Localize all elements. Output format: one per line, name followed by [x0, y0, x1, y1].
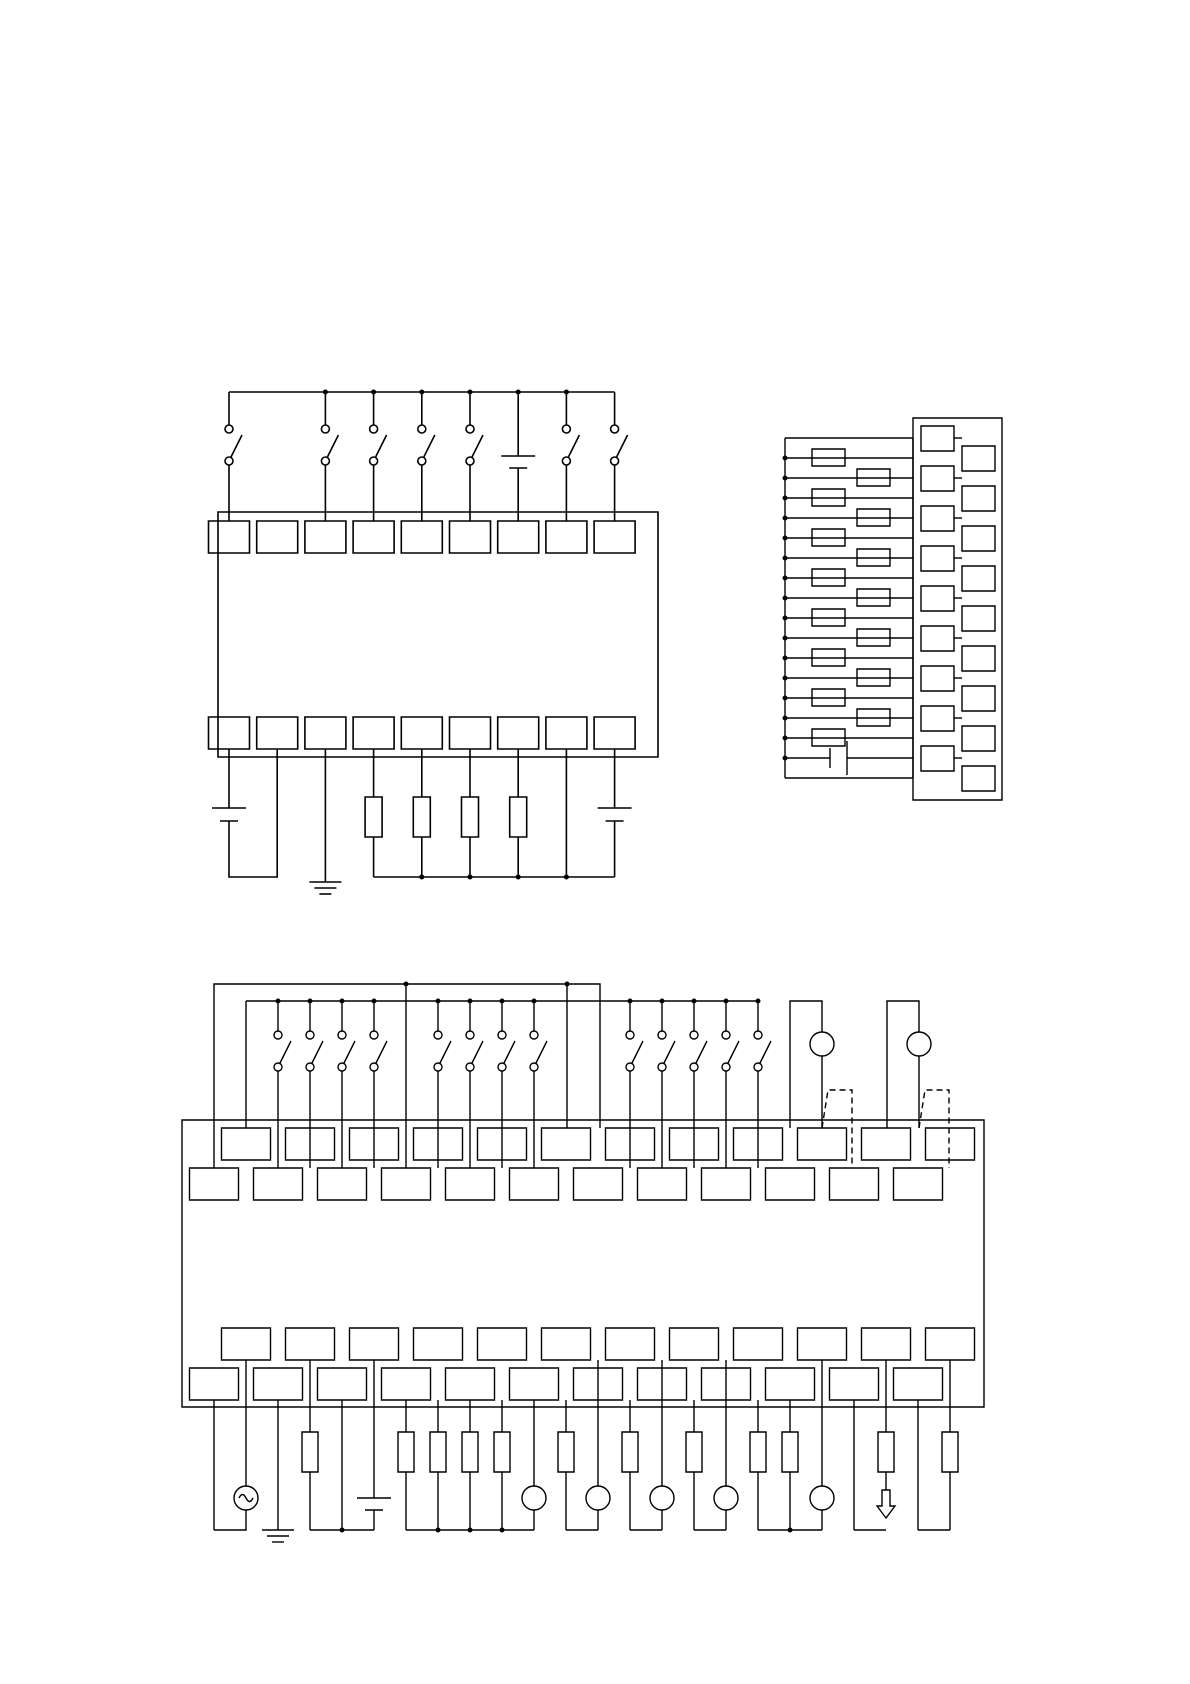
junction-dot	[783, 556, 788, 561]
junction-dot	[436, 1528, 441, 1533]
junction-dot	[783, 536, 788, 541]
lamp-icon	[586, 1486, 610, 1510]
current-arrow-icon	[877, 1490, 895, 1518]
terminal-left	[921, 506, 954, 531]
switch-blade	[728, 1041, 739, 1063]
terminal-top-lower	[766, 1168, 815, 1200]
terminal-top-upper	[542, 1128, 591, 1160]
resistor-icon	[558, 1432, 574, 1472]
terminal-bottom-upper	[862, 1328, 911, 1360]
terminal-bottom-upper	[798, 1328, 847, 1360]
contact-top	[321, 425, 329, 433]
wire	[887, 1001, 919, 1128]
terminal-bottom-lower	[830, 1368, 879, 1400]
resistor-icon	[942, 1432, 958, 1472]
terminal-bottom	[401, 717, 442, 749]
terminal-bottom-upper	[926, 1328, 975, 1360]
terminal-bottom-lower	[894, 1368, 943, 1400]
terminal-top	[209, 521, 250, 553]
switch-blade	[472, 435, 483, 457]
contact-top	[306, 1031, 314, 1039]
terminal-top-lower	[830, 1168, 879, 1200]
terminal-bottom	[257, 717, 298, 749]
terminal-top-lower	[254, 1168, 303, 1200]
switch-blade	[696, 1041, 707, 1063]
junction-dot	[783, 496, 788, 501]
switch-blade	[376, 1041, 387, 1063]
terminal-left	[921, 706, 954, 731]
resistor-icon	[878, 1432, 894, 1472]
terminal-top-lower	[574, 1168, 623, 1200]
lamp-icon	[714, 1486, 738, 1510]
switch-blade	[632, 1041, 643, 1063]
contact-bottom	[338, 1063, 346, 1071]
terminal-right	[962, 766, 995, 791]
terminal-bottom	[450, 717, 491, 749]
module-body	[218, 512, 658, 757]
junction-dot	[783, 476, 788, 481]
controller-module-24-terminal	[182, 982, 984, 1543]
battery-icon	[212, 808, 246, 821]
contact-top	[530, 1031, 538, 1039]
terminal-bottom	[209, 717, 250, 749]
switch-blade	[344, 1041, 355, 1063]
contact-bottom	[466, 1063, 474, 1071]
contact-bottom	[225, 457, 233, 465]
contact-bottom	[434, 1063, 442, 1071]
terminal-bottom-upper	[478, 1328, 527, 1360]
terminal-top	[257, 521, 298, 553]
junction-dot	[783, 736, 788, 741]
junction-dot	[783, 716, 788, 721]
switch-icon	[466, 425, 483, 465]
resistor-icon	[413, 797, 430, 837]
terminal-bottom-lower	[766, 1368, 815, 1400]
lamp-icon	[522, 1486, 546, 1510]
contact-bottom	[370, 1063, 378, 1071]
junction-dot	[500, 1528, 505, 1533]
resistor-icon	[398, 1432, 414, 1472]
switch-blade	[536, 1041, 547, 1063]
switch-icon	[754, 1031, 771, 1071]
terminal-bottom-upper	[734, 1328, 783, 1360]
terminal-bottom-upper	[670, 1328, 719, 1360]
terminal-bottom-upper	[606, 1328, 655, 1360]
contact-top	[626, 1031, 634, 1039]
contact-top	[418, 425, 426, 433]
junction-dot	[564, 875, 569, 880]
switch-blade	[568, 435, 579, 457]
terminal-top	[498, 521, 539, 553]
resistor-icon	[462, 797, 479, 837]
terminal-bottom-lower	[446, 1368, 495, 1400]
junction-dot	[419, 875, 424, 880]
resistor-icon	[782, 1432, 798, 1472]
terminal-right	[962, 566, 995, 591]
contact-bottom	[626, 1063, 634, 1071]
terminal-left	[921, 626, 954, 651]
terminal-top-lower	[702, 1168, 751, 1200]
junction-dot	[783, 696, 788, 701]
terminal-bottom-upper	[286, 1328, 335, 1360]
terminal-left	[921, 426, 954, 451]
terminal-top	[594, 521, 635, 553]
switch-blade	[664, 1041, 675, 1063]
switch-blade	[280, 1041, 291, 1063]
switch-icon	[690, 1031, 707, 1071]
switch-blade	[472, 1041, 483, 1063]
contact-bottom	[611, 457, 619, 465]
junction-dot	[783, 656, 788, 661]
terminal-bottom-upper	[222, 1328, 271, 1360]
contact-top	[466, 425, 474, 433]
contact-top	[466, 1031, 474, 1039]
lamp-icon	[810, 1032, 834, 1056]
junction-dot	[783, 576, 788, 581]
terminal-top-lower	[318, 1168, 367, 1200]
junction-dot	[783, 756, 788, 761]
terminal-right	[962, 446, 995, 471]
resistor-icon	[750, 1432, 766, 1472]
terminal-top	[305, 521, 346, 553]
terminal-bottom-lower	[510, 1368, 559, 1400]
junction-dot	[783, 516, 788, 521]
resistor-icon	[510, 797, 527, 837]
module-body	[182, 1120, 984, 1407]
contact-bottom	[722, 1063, 730, 1071]
switch-icon	[225, 425, 242, 465]
junction-dot	[468, 1528, 473, 1533]
switch-blade	[231, 435, 242, 457]
terminal-left	[921, 546, 954, 571]
battery-icon	[598, 808, 632, 821]
switch-blade	[504, 1041, 515, 1063]
terminal-top	[353, 521, 394, 553]
contact-bottom	[370, 457, 378, 465]
switch-icon	[274, 1031, 291, 1071]
terminal-bottom	[546, 717, 587, 749]
controller-module-9-terminal	[209, 390, 659, 895]
resistor-icon	[686, 1432, 702, 1472]
switch-icon	[466, 1031, 483, 1071]
contact-bottom	[466, 457, 474, 465]
contact-bottom	[754, 1063, 762, 1071]
switch-icon	[434, 1031, 451, 1071]
switch-icon	[498, 1031, 515, 1071]
switch-blade	[327, 435, 338, 457]
contact-top	[338, 1031, 346, 1039]
terminal-bottom	[594, 717, 635, 749]
resistor-icon	[302, 1432, 318, 1472]
terminal-right	[962, 726, 995, 751]
jumper-dashed	[822, 1090, 852, 1168]
terminal-right	[962, 686, 995, 711]
switch-icon	[658, 1031, 675, 1071]
terminal-bottom-upper	[542, 1328, 591, 1360]
switch-icon	[530, 1031, 547, 1071]
terminal-top-lower	[382, 1168, 431, 1200]
terminal-bottom-upper	[350, 1328, 399, 1360]
junction-dot	[788, 1528, 793, 1533]
contact-bottom	[274, 1063, 282, 1071]
terminal-bottom	[498, 717, 539, 749]
terminal-bottom-lower	[318, 1368, 367, 1400]
terminal-bottom-upper	[414, 1328, 463, 1360]
contact-top	[722, 1031, 730, 1039]
resistor-icon	[494, 1432, 510, 1472]
terminal-bottom-lower	[254, 1368, 303, 1400]
switch-icon	[562, 425, 579, 465]
contact-bottom	[306, 1063, 314, 1071]
terminal-top-lower	[894, 1168, 943, 1200]
resistor-icon	[622, 1432, 638, 1472]
switch-blade	[617, 435, 628, 457]
contact-top	[611, 425, 619, 433]
switch-blade	[376, 435, 387, 457]
ground-icon	[262, 1530, 294, 1542]
switch-icon	[370, 1031, 387, 1071]
contact-top	[754, 1031, 762, 1039]
terminal-right	[962, 486, 995, 511]
switch-icon	[722, 1031, 739, 1071]
terminal-left	[921, 746, 954, 771]
ground-icon	[309, 882, 341, 894]
contact-bottom	[321, 457, 329, 465]
terminal-top-lower	[190, 1168, 239, 1200]
terminal-top-upper	[798, 1128, 847, 1160]
junction-dot	[468, 875, 473, 880]
resistor-icon	[462, 1432, 478, 1472]
switch-blade	[760, 1041, 771, 1063]
contact-bottom	[530, 1063, 538, 1071]
resistor-icon	[430, 1432, 446, 1472]
terminal-bottom-lower	[382, 1368, 431, 1400]
terminal-left	[921, 666, 954, 691]
junction-dot	[340, 1528, 345, 1533]
switch-blade	[424, 435, 435, 457]
contact-top	[274, 1031, 282, 1039]
lamp-icon	[650, 1486, 674, 1510]
lamp-icon	[907, 1032, 931, 1056]
terminal-connector-block	[783, 418, 1003, 800]
terminal-top-lower	[510, 1168, 559, 1200]
contact-top	[658, 1031, 666, 1039]
junction-dot	[516, 875, 521, 880]
lamp-icon	[810, 1486, 834, 1510]
terminal-top-upper	[862, 1128, 911, 1160]
contact-top	[562, 425, 570, 433]
junction-dot	[783, 676, 788, 681]
switch-blade	[440, 1041, 451, 1063]
terminal-top-upper	[926, 1128, 975, 1160]
terminal-top-lower	[446, 1168, 495, 1200]
terminal-right	[962, 606, 995, 631]
wire	[790, 1001, 822, 1128]
contact-top	[370, 425, 378, 433]
switch-icon	[626, 1031, 643, 1071]
contact-bottom	[658, 1063, 666, 1071]
contact-bottom	[418, 457, 426, 465]
contact-bottom	[562, 457, 570, 465]
terminal-top-upper	[222, 1128, 271, 1160]
battery-icon	[357, 1498, 391, 1510]
return-loop	[229, 749, 277, 877]
terminal-bottom	[305, 717, 346, 749]
jumper-dashed	[919, 1090, 949, 1168]
terminal-right	[962, 526, 995, 551]
battery-icon	[501, 456, 535, 468]
block-body	[913, 418, 1002, 800]
switch-icon	[321, 425, 338, 465]
contact-top	[225, 425, 233, 433]
terminal-right	[962, 646, 995, 671]
contact-top	[498, 1031, 506, 1039]
contact-top	[370, 1031, 378, 1039]
terminal-top	[450, 521, 491, 553]
switch-icon	[611, 425, 628, 465]
junction-dot	[783, 616, 788, 621]
contact-bottom	[498, 1063, 506, 1071]
terminal-bottom-lower	[190, 1368, 239, 1400]
terminal-top-lower	[638, 1168, 687, 1200]
junction-dot	[783, 596, 788, 601]
junction-dot	[783, 636, 788, 641]
terminal-top	[546, 521, 587, 553]
contact-bottom	[690, 1063, 698, 1071]
junction-dot	[783, 456, 788, 461]
switch-icon	[370, 425, 387, 465]
terminal-top	[401, 521, 442, 553]
contact-top	[434, 1031, 442, 1039]
terminal-left	[921, 466, 954, 491]
switch-icon	[306, 1031, 323, 1071]
contact-top	[690, 1031, 698, 1039]
wire	[214, 1510, 246, 1530]
resistor-icon	[365, 797, 382, 837]
terminal-left	[921, 586, 954, 611]
switch-icon	[418, 425, 435, 465]
switch-icon	[338, 1031, 355, 1071]
terminal-bottom	[353, 717, 394, 749]
switch-blade	[312, 1041, 323, 1063]
